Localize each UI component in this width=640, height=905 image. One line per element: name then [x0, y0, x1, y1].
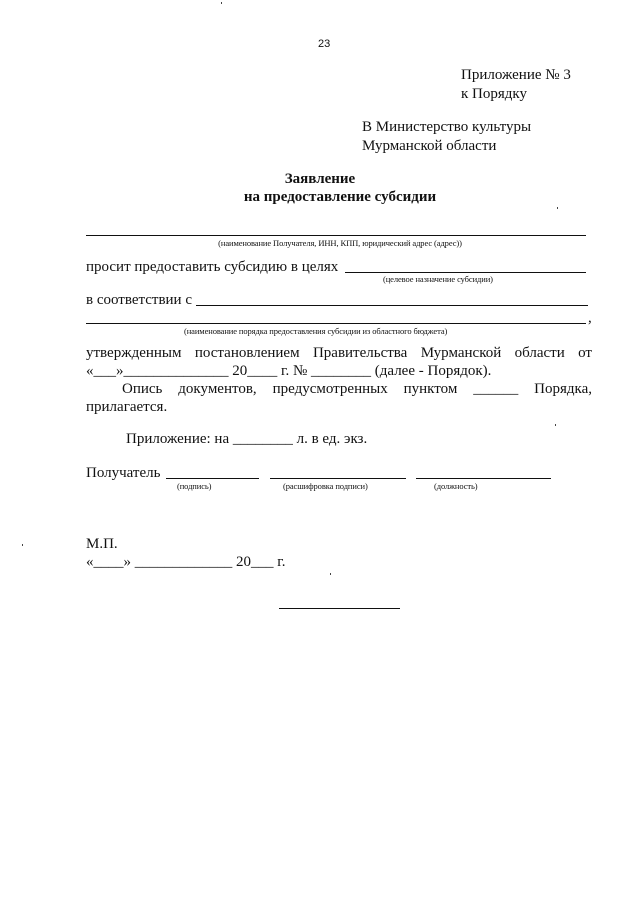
signature-decoding-line — [270, 478, 406, 479]
scan-speck — [22, 544, 23, 546]
procedure-line-1 — [196, 305, 588, 306]
scan-speck — [330, 573, 331, 575]
position-line — [416, 478, 551, 479]
inventory-line-2: прилагается. — [86, 399, 168, 415]
seal-mark: М.П. — [86, 536, 118, 552]
purpose-line — [345, 272, 586, 273]
appendix-line-1: Приложение № 3 — [461, 67, 571, 83]
attachment-text: Приложение: на ________ л. в ед. экз. — [126, 431, 368, 447]
page-number: 23 — [318, 38, 331, 50]
signature-decoding-caption: (расшифровка подписи) — [283, 481, 368, 491]
date-line: «____» _____________ 20___ г. — [86, 554, 286, 570]
procedure-line-2 — [86, 323, 586, 324]
accordance-text: в соответствии с — [86, 292, 192, 308]
appendix-line-2: к Порядку — [461, 86, 527, 102]
approved-line-1: утвержденным постановлением Правительства Мурманской области от — [86, 345, 592, 361]
document-subtitle: на предоставление субсидии — [243, 189, 437, 205]
inventory-line-1: Опись документов, предусмотренных пунктом ______ Порядка, — [122, 381, 592, 397]
purpose-caption: (целевое назначение субсидии) — [383, 274, 493, 284]
recipient-name-line — [86, 235, 586, 236]
scan-speck — [221, 2, 222, 4]
position-caption: (должность) — [434, 481, 478, 491]
recipient-label: Получатель — [86, 465, 161, 481]
closing-separator — [279, 608, 400, 609]
approved-line-2: «___»______________ 20____ г. № ________ (далее - Порядок). — [86, 363, 492, 379]
scan-speck — [557, 207, 558, 209]
procedure-caption: (наименование порядка предоставления субсидии из областного бюджета) — [184, 326, 448, 336]
procedure-comma: , — [588, 310, 592, 326]
signature-line — [166, 478, 259, 479]
addressee-line-1: В Министерство культуры — [362, 119, 532, 135]
request-text: просит предоставить субсидию в целях — [86, 259, 339, 275]
document-title: Заявление — [284, 171, 356, 187]
addressee-line-2: Мурманской области — [362, 138, 497, 154]
recipient-caption: (наименование Получателя, ИНН, КПП, юридический адрес (адрес)) — [218, 238, 462, 248]
scan-speck — [555, 424, 556, 426]
signature-caption: (подпись) — [177, 481, 212, 491]
